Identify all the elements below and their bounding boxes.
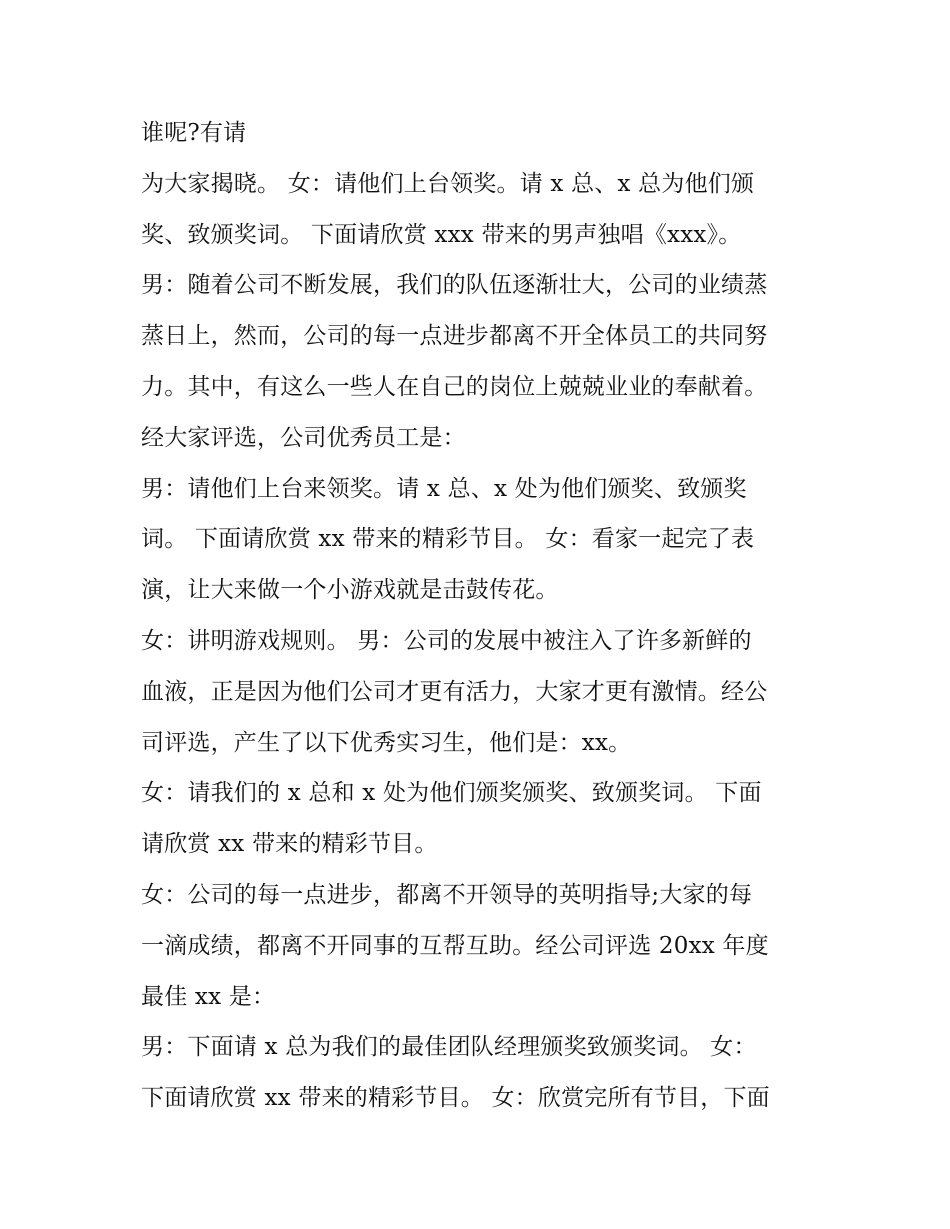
text-line: 女：讲明游戏规则。 男：公司的发展中被注入了许多新鲜的 <box>141 627 752 654</box>
text-line: 男：下面请 x 总为我们的最佳团队经理颁奖致颁奖词。 女： <box>141 1034 757 1061</box>
text-line: 词。 下面请欣赏 xx 带来的精彩节目。 女：看家一起完了表 <box>141 526 755 553</box>
text-line: 男：请他们上台来领奖。请 x 总、x 处为他们颁奖、致颁奖 <box>141 475 747 502</box>
text-line: 奖、致颁奖词。 下面请欣赏 xxx 带来的男声独唱《xxx》。 <box>141 221 742 248</box>
text-line: 一滴成绩，都离不开同事的互帮互助。经公司评选 20xx 年度 <box>141 932 769 959</box>
text-line: 经大家评选，公司优秀员工是： <box>141 424 466 451</box>
text-line: 血液，正是因为他们公司才更有活力，大家才更有激情。经公 <box>141 678 768 705</box>
text-line: 演，让大来做一个小游戏就是击鼓传花。 <box>141 577 559 604</box>
text-line: 下面请欣赏 xx 带来的精彩节目。 女：欣赏完所有节目，下面 <box>141 1085 770 1112</box>
document-body <box>141 108 821 1124</box>
text-line: 谁呢?有请 <box>141 120 247 146</box>
text-line: 蒸日上，然而，公司的每一点进步都离不开全体员工的共同努 <box>141 323 768 350</box>
text-line: 最佳 xx 是： <box>141 983 276 1010</box>
text-line: 男：随着公司不断发展，我们的队伍逐渐壮大，公司的业绩蒸 <box>141 272 768 299</box>
text-line: 为大家揭晓。 女：请他们上台领奖。请 x 总、x 总为他们颁 <box>141 170 755 197</box>
text-line: 司评选，产生了以下优秀实习生，他们是：xx。 <box>141 729 632 756</box>
text-line: 女：请我们的 x 总和 x 处为他们颁奖颁奖、致颁奖词。 下面 <box>141 780 762 807</box>
text-line: 女：公司的每一点进步，都离不开领导的英明指导;大家的每 <box>141 881 753 908</box>
text-line: 力。其中，有这么一些人在自己的岗位上兢兢业业的奉献着。 <box>141 373 768 400</box>
text-line: 请欣赏 xx 带来的精彩节目。 <box>141 831 438 858</box>
